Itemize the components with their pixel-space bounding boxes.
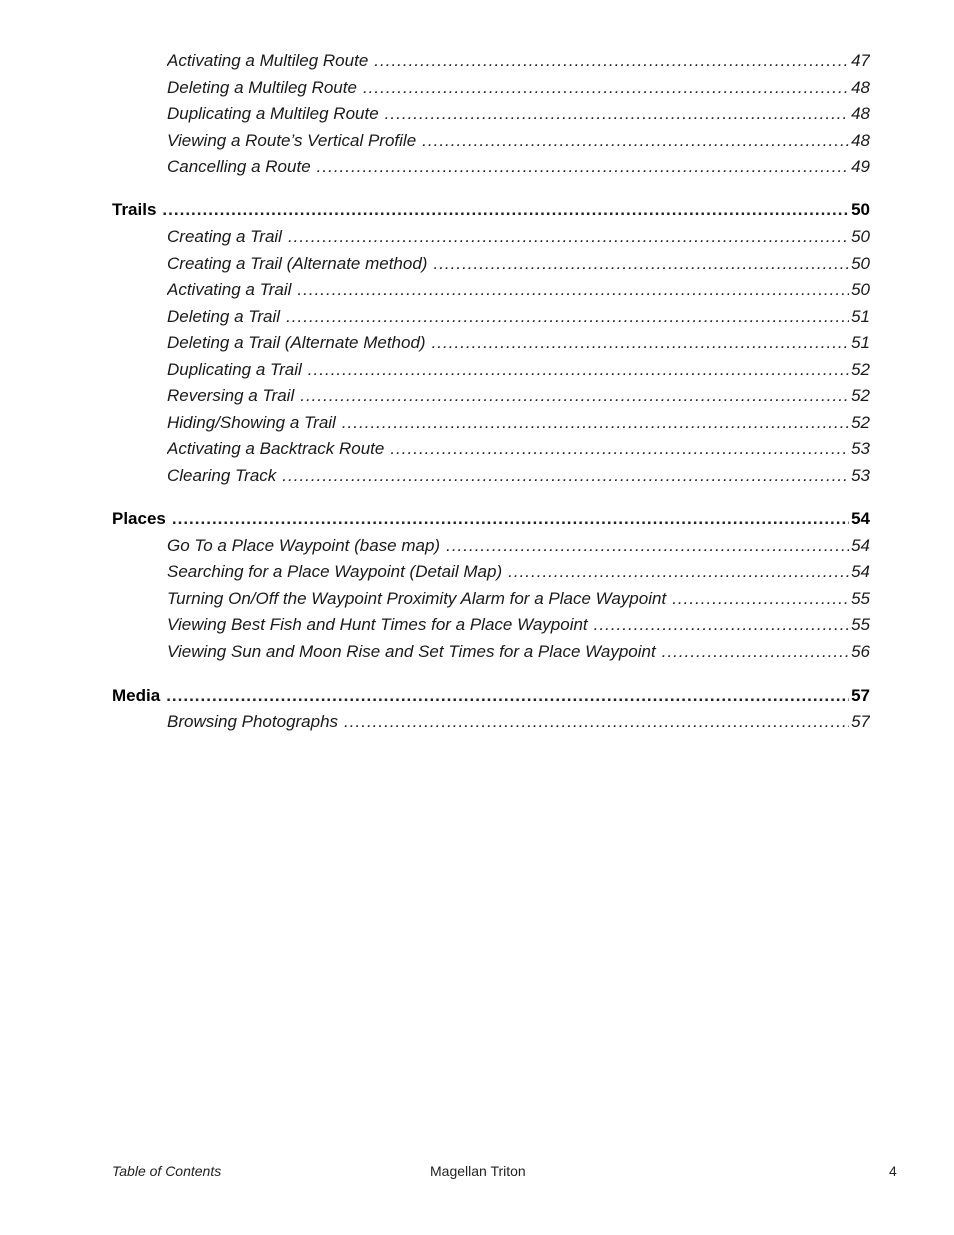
dot-leader (594, 615, 849, 635)
toc-section-page: 50 (851, 200, 870, 219)
toc-entry[interactable] (167, 536, 870, 558)
toc-entry-title: Hiding/Showing a Trail (167, 413, 336, 432)
toc-entry[interactable] (167, 466, 870, 488)
dot-leader (385, 104, 849, 124)
dot-leader (282, 466, 849, 486)
toc-entry-title: Viewing Sun and Moon Rise and Set Times for a Place Waypoint (167, 642, 656, 661)
dot-leader (390, 439, 849, 459)
dot-leader (344, 712, 849, 732)
toc-entry-title: Reversing a Trail (167, 386, 295, 405)
toc-entry-title: Activating a Multileg Route (167, 51, 369, 70)
dot-leader (422, 131, 849, 151)
toc-entry[interactable] (167, 254, 870, 276)
toc-entry-page: 56 (851, 642, 870, 661)
toc-section-media[interactable] (112, 686, 870, 708)
dot-leader (446, 536, 849, 556)
toc-entry[interactable] (167, 589, 870, 611)
toc-entry-title: Turning On/Off the Waypoint Proximity Alarm for a Place Waypoint (167, 589, 667, 608)
toc-entry-page: 53 (851, 439, 870, 458)
toc-entry-title: Go To a Place Waypoint (base map) (167, 536, 441, 555)
footer-product-name: Magellan Triton (430, 1163, 526, 1179)
toc-entry-title: Browsing Photographs (167, 712, 339, 731)
dot-leader (662, 642, 849, 662)
toc-entry[interactable] (167, 386, 870, 408)
toc-section-trails[interactable] (112, 200, 870, 222)
toc-section-page: 54 (851, 509, 870, 528)
footer-section-name: Table of Contents (112, 1163, 222, 1179)
toc-entry-page: 52 (851, 413, 870, 432)
toc-entry-page: 47 (851, 51, 870, 70)
toc-entry-title: Deleting a Multileg Route (167, 78, 357, 97)
dot-leader (342, 413, 849, 433)
toc-entry[interactable] (167, 333, 870, 355)
toc-entry-page: 52 (851, 360, 870, 379)
dot-leader (672, 589, 849, 609)
dot-leader (172, 509, 849, 529)
dot-leader (433, 254, 849, 274)
dot-leader (288, 227, 849, 247)
toc-entry-title: Deleting a Trail (167, 307, 281, 326)
toc-entry[interactable] (167, 615, 870, 637)
dot-leader (162, 200, 849, 220)
footer-page-number: 4 (889, 1163, 897, 1179)
dot-leader (508, 562, 849, 582)
toc-entry-title: Clearing Track (167, 466, 277, 485)
toc-entry-page: 51 (851, 307, 870, 326)
toc-entry-title: Viewing Best Fish and Hunt Times for a Place Waypoint (167, 615, 588, 634)
toc-entry-title: Viewing a Route’s Vertical Profile (167, 131, 417, 150)
toc-section-title: Trails (112, 200, 157, 219)
toc-entry[interactable] (167, 157, 870, 179)
dot-leader (432, 333, 850, 353)
toc-entry[interactable] (167, 562, 870, 584)
toc-entry-page: 54 (851, 562, 870, 581)
toc-entry-title: Duplicating a Trail (167, 360, 302, 379)
toc-entry[interactable] (167, 307, 870, 329)
dot-leader (300, 386, 849, 406)
toc-entry[interactable] (167, 78, 870, 100)
dot-leader (317, 157, 849, 177)
toc-entry-title: Searching for a Place Waypoint (Detail Map) (167, 562, 503, 581)
dot-leader (308, 360, 849, 380)
dot-leader (297, 280, 849, 300)
dot-leader (374, 51, 849, 71)
dot-leader (166, 686, 849, 706)
toc-entry-title: Activating a Trail (167, 280, 292, 299)
toc-entry[interactable] (167, 227, 870, 249)
toc-entry-title: Cancelling a Route (167, 157, 311, 176)
toc-entry-page: 50 (851, 227, 870, 246)
toc-entry-title: Creating a Trail (167, 227, 282, 246)
toc-entry-page: 52 (851, 386, 870, 405)
toc-entry[interactable] (167, 51, 870, 73)
toc-section-page: 57 (851, 686, 870, 705)
toc-entry[interactable] (167, 413, 870, 435)
toc-entry[interactable] (167, 131, 870, 153)
toc-entry-page: 51 (851, 333, 870, 352)
toc-section-places[interactable] (112, 509, 870, 531)
toc-entry[interactable] (167, 642, 870, 664)
toc-entry-page: 50 (851, 254, 870, 273)
toc-entry-page: 53 (851, 466, 870, 485)
toc-entry-page: 48 (851, 131, 870, 150)
toc-entry[interactable] (167, 360, 870, 382)
toc-section-title: Places (112, 509, 166, 528)
toc-entry-title: Deleting a Trail (Alternate Method) (167, 333, 426, 352)
toc-entry-page: 49 (851, 157, 870, 176)
toc-entry[interactable] (167, 439, 870, 461)
toc-section-title: Media (112, 686, 161, 705)
toc-entry-page: 48 (851, 104, 870, 123)
toc-entry[interactable] (167, 104, 870, 126)
toc-entry-page: 54 (851, 536, 870, 555)
toc-entry-page: 55 (851, 589, 870, 608)
toc-entry-page: 57 (851, 712, 870, 731)
toc-entry[interactable] (167, 280, 870, 302)
toc-entry-page: 50 (851, 280, 870, 299)
dot-leader (286, 307, 849, 327)
toc-entry-page: 55 (851, 615, 870, 634)
toc-entry-title: Activating a Backtrack Route (167, 439, 385, 458)
dot-leader (363, 78, 849, 98)
toc-entry[interactable] (167, 712, 870, 734)
toc-entry-page: 48 (851, 78, 870, 97)
toc-entry-title: Duplicating a Multileg Route (167, 104, 379, 123)
toc-entry-title: Creating a Trail (Alternate method) (167, 254, 428, 273)
